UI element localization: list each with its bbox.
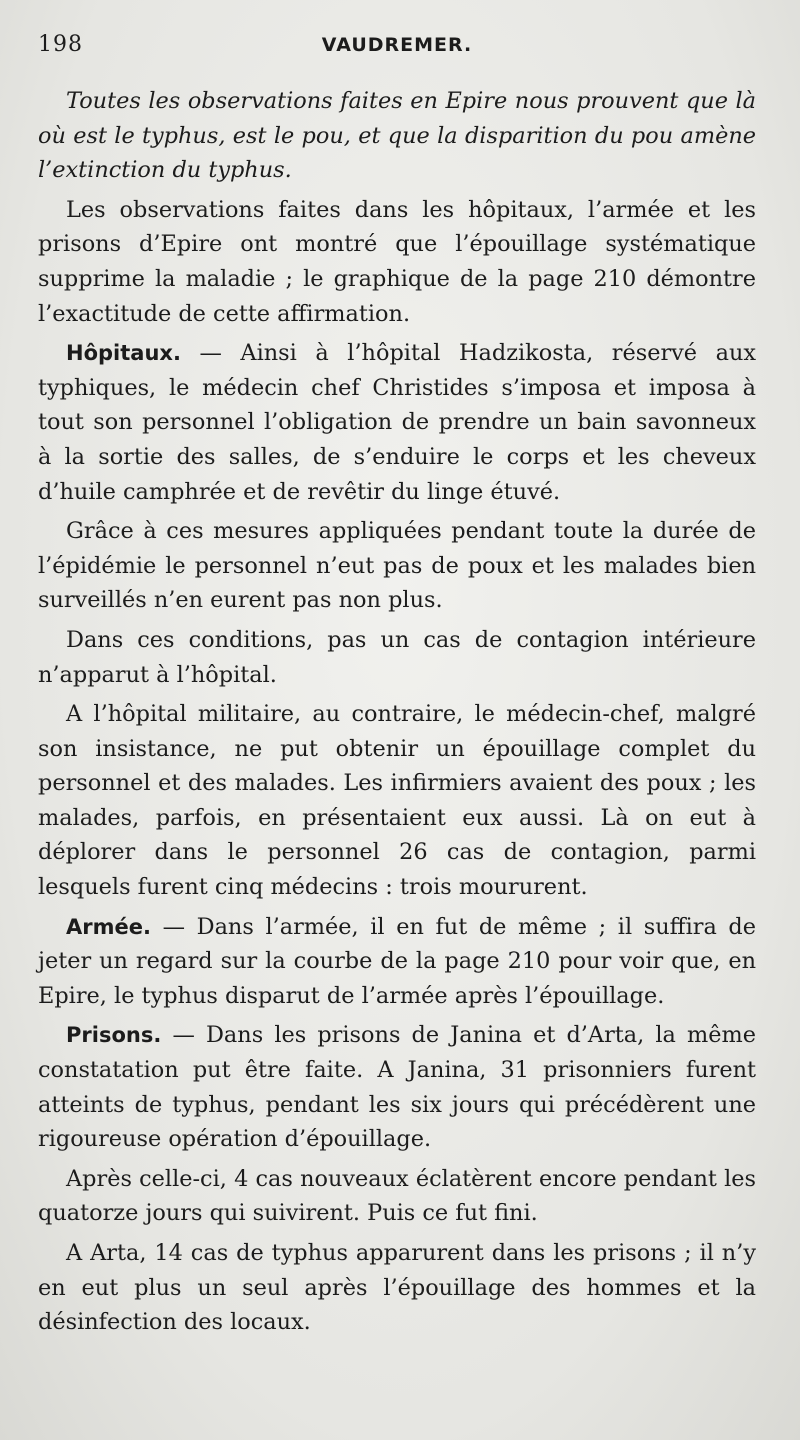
paragraph-10	[38, 1236, 756, 1340]
paragraph-text: — Ainsi à l’hôpital Hadzikosta, réservé aux typhiques, le médecin chef Christides s’imposa et imposa à tout son personnel l’obligation de prendre un bain savonneux à la sortie des salles, de s’enduire le corps et les cheveux d’huile camphrée et de revêtir du linge étuvé.	[38, 340, 756, 505]
paragraph-text: A Arta, 14 cas de typhus apparurent dans les prisons ; il n’y en eut plus un seul après l’épouillage des hommes et la désinfection des locaux.	[38, 1240, 756, 1336]
paragraph-4	[38, 514, 756, 618]
section-lead-hopitaux: Hôpitaux.	[66, 341, 181, 366]
paragraph-5	[38, 623, 756, 692]
paragraph-8	[38, 1018, 756, 1156]
paragraph-text: — Dans les prisons de Janina et d’Arta, la même constatation put être faite. A Janina, 31 prisonniers furent atteints de typhus, pendant les six jours qui précédèrent une rigoureuse opération d’épouillage.	[38, 1022, 756, 1153]
paragraph-text: — Dans l’armée, il en fut de même ; il suffira de jeter un regard sur la courbe de la page 210 pour voir que, en Epire, le typhus disparut de l’armée après l’épouillage.	[38, 913, 756, 1009]
paragraph-text: Après celle-ci, 4 cas nouveaux éclatèrent encore pendant les quatorze jours qui suivirent. Puis ce fut fini.	[38, 1165, 756, 1227]
paragraph-text: Les observations faites dans les hôpitaux, l’armée et les prisons d’Epire ont montré que l’épouillage systématique supprime la maladie ; le graphique de la page 210 démontre l’exactitude de cette affirmation.	[38, 196, 756, 327]
paragraph-2	[38, 193, 756, 331]
paragraph-9	[38, 1162, 756, 1231]
section-lead-armee: Armée.	[66, 914, 151, 939]
paragraph-1	[38, 84, 756, 188]
paragraph-7	[38, 910, 756, 1014]
paragraph-3	[38, 336, 756, 509]
running-title: VAUDREMER.	[321, 34, 473, 56]
paragraph-text: Dans ces conditions, pas un cas de contagion intérieure n’apparut à l’hôpital.	[38, 626, 756, 688]
paragraph-6	[38, 697, 756, 905]
paragraph-text: Grâce à ces mesures appliquées pendant toute la durée de l’épidémie le personnel n’eut pas de poux et les malades bien surveillés n’en eurent pas non plus.	[38, 518, 756, 614]
body-text	[38, 84, 756, 1340]
page-number: 198	[38, 32, 83, 57]
paragraph-text: Toutes les observations faites en Epire nous prouvent que là où est le typhus, est le pou, et que la disparition du pou amène l’extinction du typhus.	[38, 88, 756, 184]
page-header	[38, 22, 756, 62]
section-lead-prisons: Prisons.	[66, 1023, 162, 1048]
paragraph-text: A l’hôpital militaire, au contraire, le médecin-chef, malgré son insistance, ne put obtenir un épouillage complet du personnel et des malades. Les infirmiers avaient des poux ; les malades, parfois, en présentaient eux aussi. Là on eut à déplorer dans le personnel 26 cas de contagion, parmi lesquels furent cinq médecins : trois moururent.	[38, 701, 756, 901]
